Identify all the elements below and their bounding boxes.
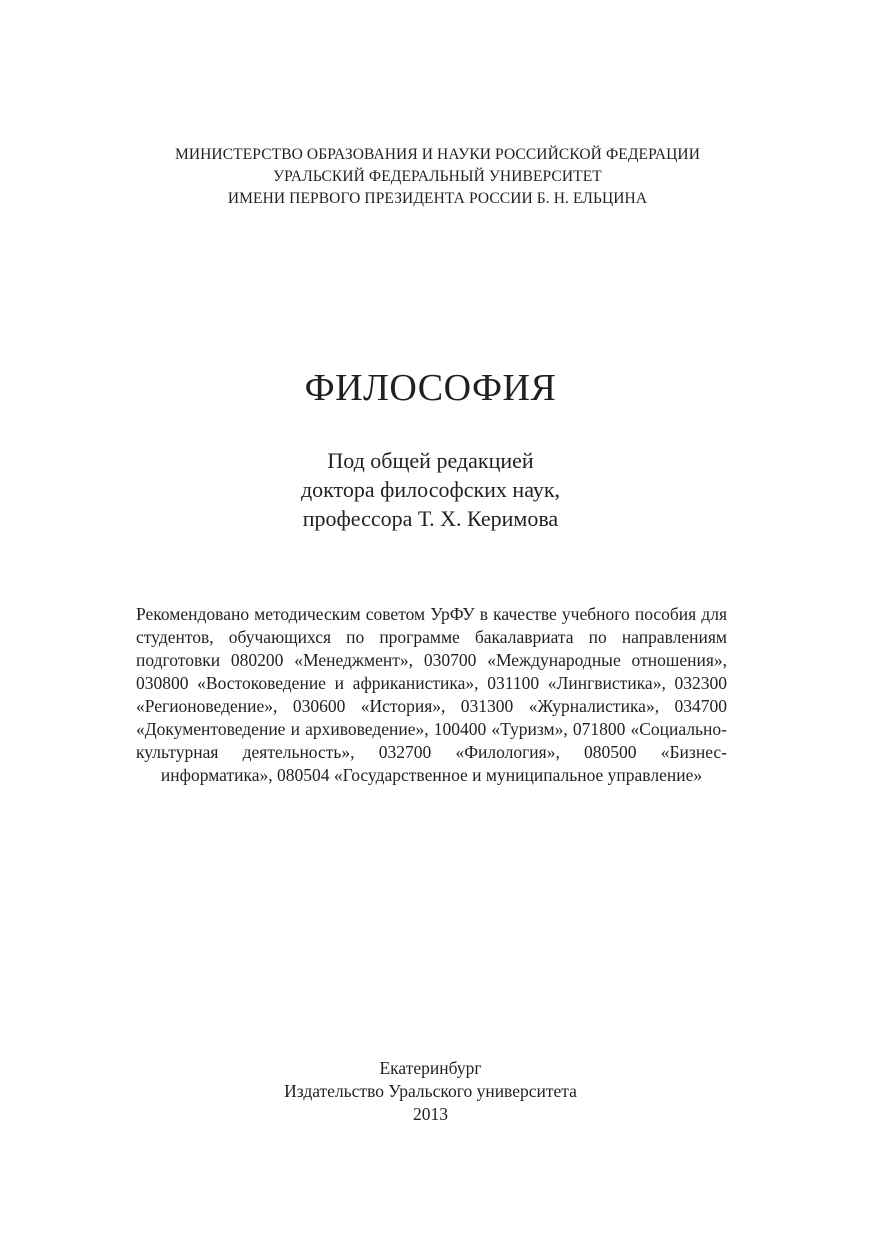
university-line: УРАЛЬСКИЙ ФЕДЕРАЛЬНЫЙ УНИВЕРСИТЕТ [273,168,602,185]
imprint-city: Екатеринбург [379,1058,482,1078]
editor-line-2: доктора философских наук, [300,477,561,502]
editor-credit [0,446,861,533]
recommendation-paragraph: Рекомендовано методическим советом УрФУ в качестве учебного пособия для студентов, обучающихся по программе бакалавриата по направлениям подготовки 080200 «Менеджмент», 030700 «Международные отношения», 030800 «Востоковедение и африканистика», 031100 «Лингвистика», 032300 «Регионоведение», 030600 «История», 031300 «Журналистика», 034700 «Документоведение и архивоведение», 100400 «Туризм», 071800 «Социально-культурная деятельность», 032700 «Филология», 080500 «Бизнес-информатика», 080504 «Государственное и муниципальное управление» [136,604,727,785]
imprint-year: 2013 [413,1104,448,1124]
ministry-line: МИНИСТЕРСТВО ОБРАЗОВАНИЯ И НАУКИ РОССИЙСКОЙ ФЕДЕРАЦИИ [174,146,701,163]
institution-header [0,144,875,210]
imprint-publisher: Издательство Уральского университета [284,1081,577,1101]
editor-line-1: Под общей редакцией [327,448,534,473]
editor-line-3: профессора Т. Х. Керимова [302,506,559,531]
imprint [0,1057,861,1126]
university-name-line: ИМЕНИ ПЕРВОГО ПРЕЗИДЕНТА РОССИИ Б. Н. ЕЛЬЦИНА [227,190,648,207]
book-title: ФИЛОСОФИЯ [304,367,557,409]
